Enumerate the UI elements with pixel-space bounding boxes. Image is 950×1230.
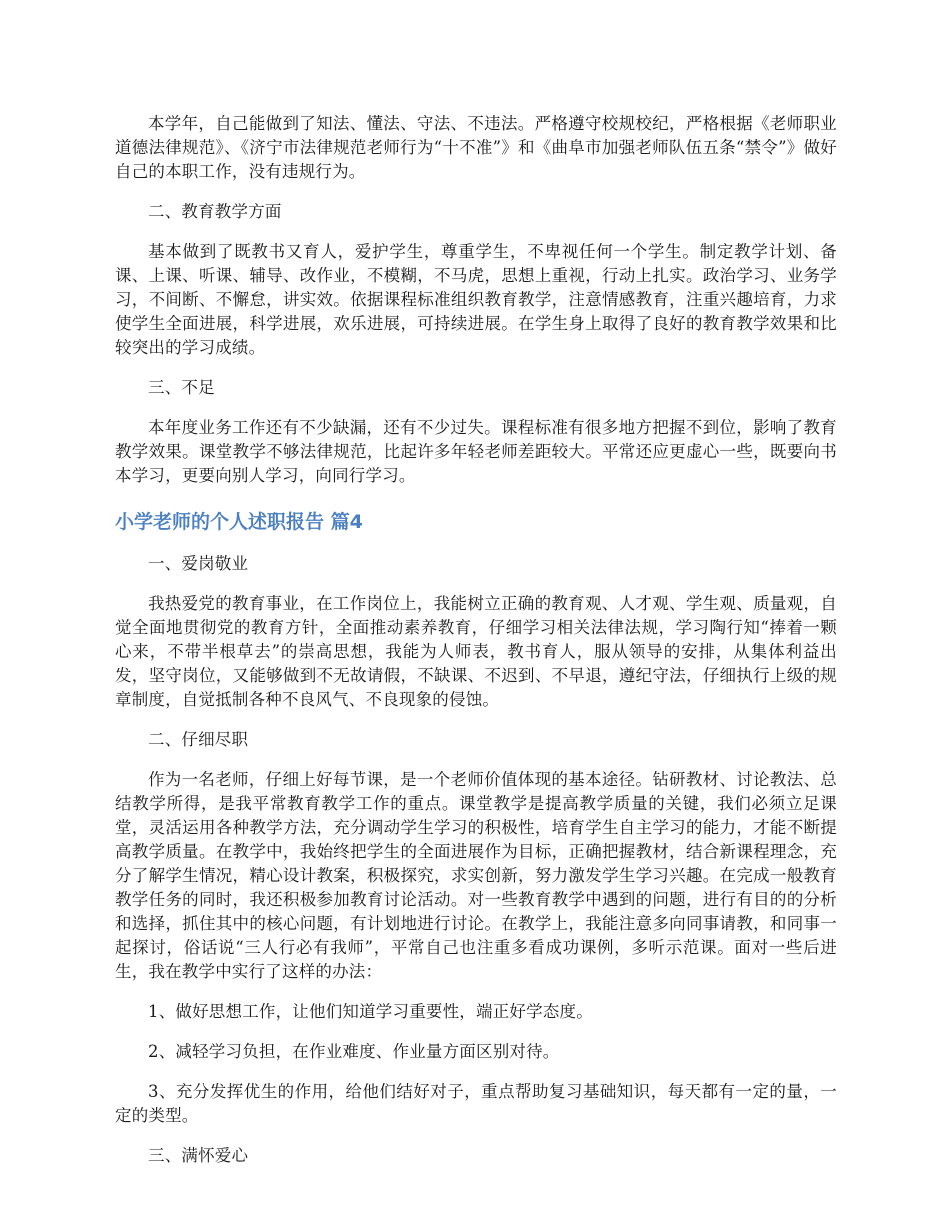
list-item-2: 2、减轻学习负担，在作业难度、作业量方面区别对待。 [148, 1042, 560, 1061]
subheading-love: 三、满怀爱心 [148, 1146, 249, 1165]
list-item-3: 3、充分发挥优生的作用，给他们结好对子，重点帮助复习基础知识，每天都有一定的量，一定的类型。 [115, 1082, 837, 1125]
paragraph-shortcomings: 本年度业务工作还有不少缺漏，还有不少过失。课程标准有很多地方把握不到位，影响了教育教学效果。课堂教学不够法律规范，比起许多年轻老师差距较大。平常还应更虚心一些，既要向书本学习，更要向别人学习，向同行学习。 [115, 418, 837, 485]
subheading-dedication: 一、爱岗敬业 [148, 554, 249, 573]
paragraph-diligence: 作为一名老师，仔细上好每节课，是一个老师价值体现的基本途径。钻研教材、讨论教法、总结教学所得，是我平常教育教学工作的重点。课堂教学是提高教学质量的关键，我们必须立足课堂，灵活运用各种教学方法，充分调动学生学习的积极性，培育学生自主学习的能力，才能不断提高教学质量。在教学中，我始终把学生的全面进展作为目标，正确把握教材，结合新课程理念，充分了解学生情况，精心设计教案，积极探究，求实创新，努力激发学生学习兴趣。在完成一般教育教学任务的同时，我还积极参加教育讨论活动。对一些教育教学中遇到的问题，进行有目的的分析和选择，抓住其中的核心问题，有计划地进行讨论。在教学上，我能注意多向同事请教，和同事一起探讨，俗话说“三人行必有我师”，平常自己也注重多看成功课例，多听示范课。面对一些后进生，我在教学中实行了这样的办法： [115, 770, 837, 981]
paragraph-dedication: 我热爱党的教育事业，在工作岗位上，我能树立正确的教育观、人才观、学生观、质量观，自觉全面地贯彻党的教育方针，全面推动素养教育，仔细学习相关法律法规，学习陶行知“捧着一颗心来，不带半根草去”的崇高思想，我能为人师表，教书育人，服从领导的安排，从集体利益出发，坚守岗位，又能够做到不无故请假，不缺课、不迟到、不早退，遵纪守法，仔细执行上级的规章制度，自觉抵制各种不良风气、不良现象的侵蚀。 [115, 594, 837, 709]
paragraph-law-compliance: 本学年，自己能做到了知法、懂法、守法、不违法。严格遵守校规校纪，严格根据《老师职业道德法律规范》、《济宁市法律规范老师行为“十不准”》和《曲阜市加强老师队伍五条“禁令”》做好自己的本职工作，没有违规行为。 [115, 114, 837, 181]
subheading-teaching: 二、教育教学方面 [148, 202, 282, 221]
subheading-shortcomings: 三、不足 [148, 378, 215, 397]
paragraph-teaching: 基本做到了既教书又育人，爱护学生，尊重学生，不卑视任何一个学生。制定教学计划、备课、上课、听课、辅导、改作业，不模糊，不马虎，思想上重视，行动上扎实。政治学习、业务学习，不间断、不懈怠，讲实效。依据课程标准组织教育教学，注意情感教育，注重兴趣培育，力求使学生全面进展，科学进展，欢乐进展，可持续进展。在学生身上取得了良好的教育教学效果和比较突出的学习成绩。 [115, 242, 837, 357]
document-page [115, 112, 837, 1168]
subheading-diligence: 二、仔细尽职 [148, 730, 249, 749]
list-item-1: 1、做好思想工作，让他们知道学习重要性，端正好学态度。 [148, 1002, 593, 1021]
section-title: 小学老师的个人述职报告 篇4 [115, 511, 363, 533]
